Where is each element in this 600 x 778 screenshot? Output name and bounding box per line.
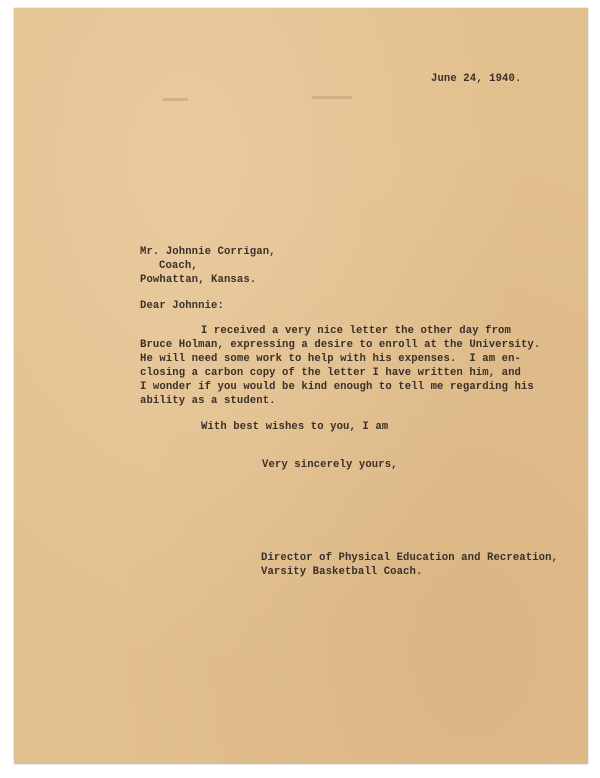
- recipient-name: Mr. Johnnie Corrigan,: [140, 246, 276, 258]
- faint-show-through: [162, 98, 188, 101]
- recipient-title: Coach,: [159, 260, 198, 272]
- body-line: He will need some work to help with his expenses. I am en-: [140, 353, 521, 365]
- letter-date: June 24, 1940.: [431, 73, 522, 85]
- faint-show-through: [312, 96, 352, 99]
- salutation: Dear Johnnie:: [140, 300, 224, 312]
- body-line: I wonder if you would be kind enough to tell me regarding his: [140, 381, 534, 393]
- letter-page: [14, 8, 588, 764]
- best-wishes: With best wishes to you, I am: [201, 421, 389, 433]
- body-line: I received a very nice letter the other day from: [201, 325, 511, 337]
- body-line: ability as a student.: [140, 395, 276, 407]
- signature-line: Varsity Basketball Coach.: [261, 566, 423, 578]
- body-line: closing a carbon copy of the letter I have written him, and: [140, 367, 521, 379]
- recipient-location: Powhattan, Kansas.: [140, 274, 257, 286]
- signature-line: Director of Physical Education and Recreation,: [261, 552, 559, 564]
- body-line: Bruce Holman, expressing a desire to enroll at the University.: [140, 339, 541, 351]
- complimentary-closing: Very sincerely yours,: [262, 459, 398, 471]
